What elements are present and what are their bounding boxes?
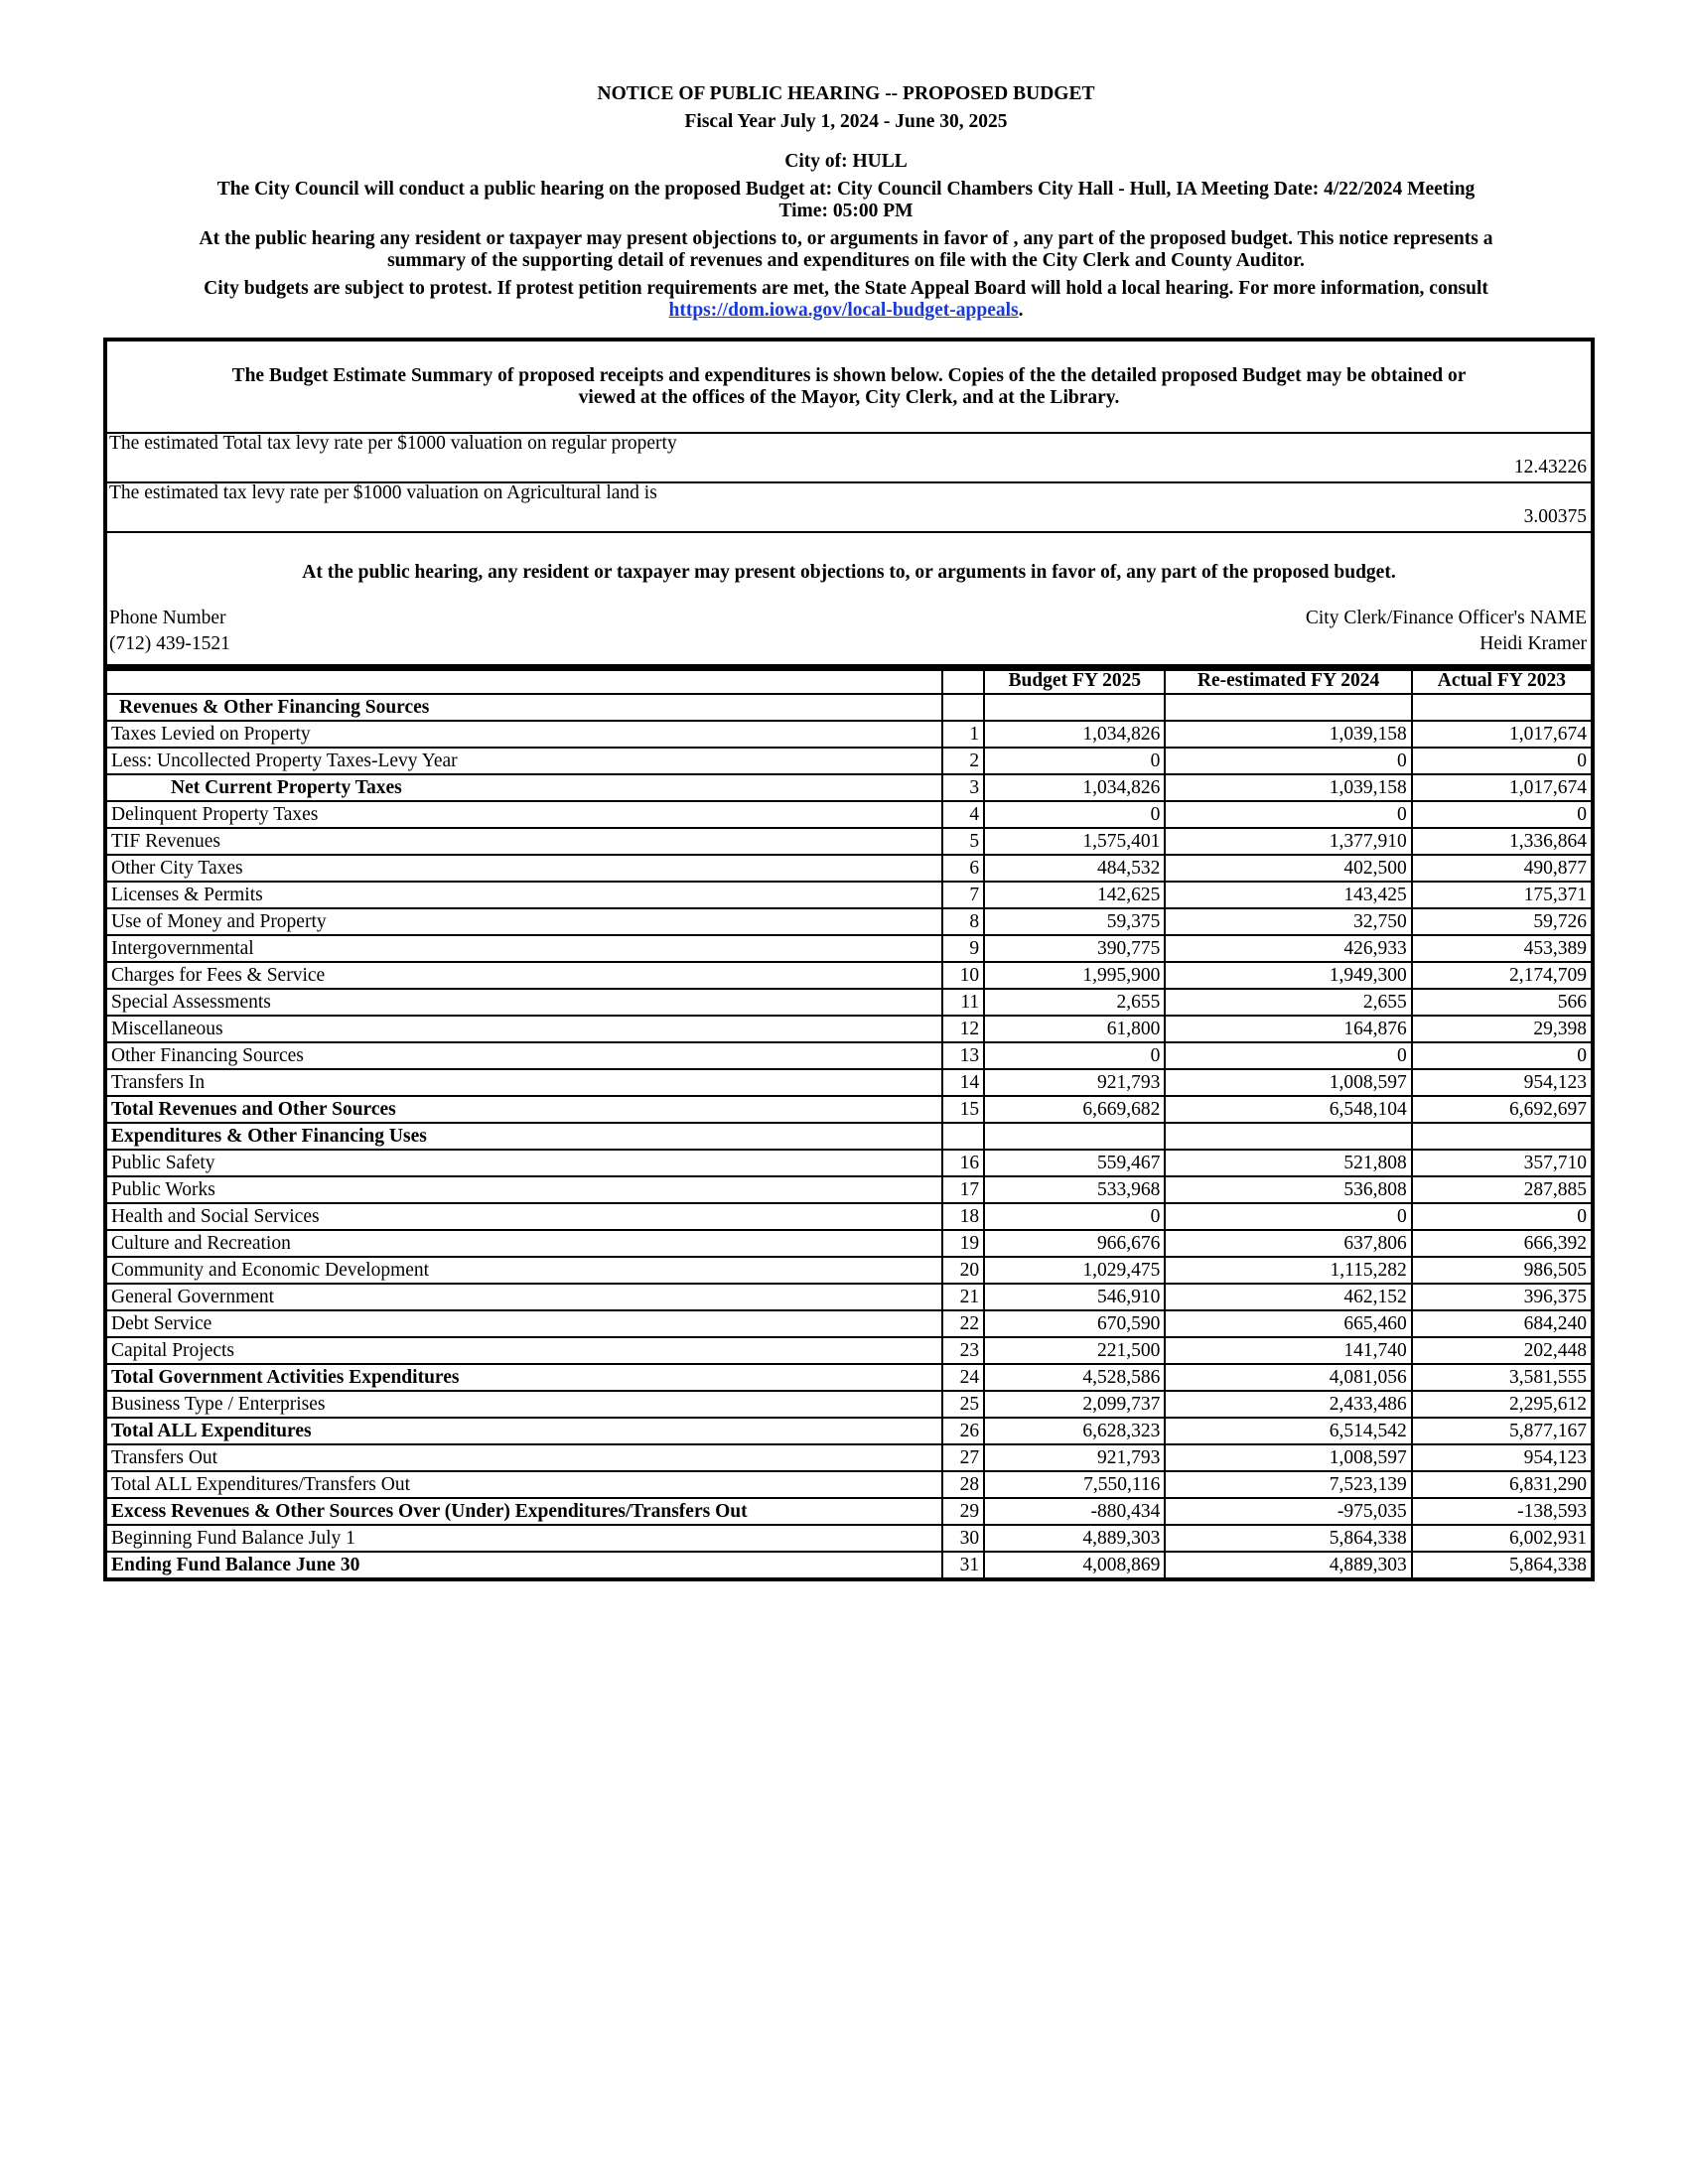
table-row bbox=[105, 1337, 1593, 1364]
row-label: Community and Economic Development bbox=[105, 1257, 942, 1284]
row-budget-fy2025: 61,800 bbox=[984, 1016, 1165, 1042]
row-reestimated-fy2024: 1,008,597 bbox=[1165, 1444, 1411, 1471]
levy-ag-label: The estimated tax levy rate per $1000 valuation on Agricultural land is bbox=[109, 482, 657, 503]
row-reestimated-fy2024: 0 bbox=[1165, 1203, 1411, 1230]
table-row bbox=[105, 1284, 1593, 1310]
row-line-number: 28 bbox=[942, 1471, 984, 1498]
row-reestimated-fy2024: 4,081,056 bbox=[1165, 1364, 1411, 1391]
row-actual-fy2023: 5,877,167 bbox=[1412, 1418, 1593, 1444]
row-reestimated-fy2024: 462,152 bbox=[1165, 1284, 1411, 1310]
table-row bbox=[105, 1123, 1593, 1150]
row-actual-fy2023: 986,505 bbox=[1412, 1257, 1593, 1284]
table-row bbox=[105, 1418, 1593, 1444]
row-budget-fy2025: 7,550,116 bbox=[984, 1471, 1165, 1498]
row-line-number: 2 bbox=[942, 748, 984, 774]
budget-appeals-link[interactable]: https://dom.iowa.gov/local-budget-appeals bbox=[668, 300, 1019, 321]
table-row bbox=[105, 721, 1593, 748]
row-label: Revenues & Other Financing Sources bbox=[105, 694, 942, 721]
row-label: TIF Revenues bbox=[105, 828, 942, 855]
clerk-block bbox=[1306, 606, 1587, 657]
row-actual-fy2023: 357,710 bbox=[1412, 1150, 1593, 1176]
row-line-number: 13 bbox=[942, 1042, 984, 1069]
row-line-number: 16 bbox=[942, 1150, 984, 1176]
protest-line-2 bbox=[103, 300, 1589, 322]
row-budget-fy2025: 6,669,682 bbox=[984, 1096, 1165, 1123]
row-budget-fy2025: 1,029,475 bbox=[984, 1257, 1165, 1284]
row-label: Total ALL Expenditures/Transfers Out bbox=[105, 1471, 942, 1498]
row-actual-fy2023: 2,174,709 bbox=[1412, 962, 1593, 989]
row-reestimated-fy2024: 1,377,910 bbox=[1165, 828, 1411, 855]
row-reestimated-fy2024: 7,523,139 bbox=[1165, 1471, 1411, 1498]
row-actual-fy2023: 287,885 bbox=[1412, 1176, 1593, 1203]
row-label: Transfers In bbox=[105, 1069, 942, 1096]
table-row bbox=[105, 1150, 1593, 1176]
row-line-number bbox=[942, 694, 984, 721]
row-label: Ending Fund Balance June 30 bbox=[105, 1552, 942, 1579]
row-actual-fy2023: 0 bbox=[1412, 1203, 1593, 1230]
hearing-objection-text: At the public hearing, any resident or taxpayer may present objections to, or arguments in favor of, any part of the proposed budget. bbox=[302, 562, 1396, 583]
row-line-number bbox=[942, 1123, 984, 1150]
objection-notice-line-1: At the public hearing any resident or taxpayer may present objections to, or arguments in favor of , any part of the proposed budget. This notice represents a bbox=[199, 228, 1493, 249]
row-budget-fy2025: 0 bbox=[984, 748, 1165, 774]
row-budget-fy2025: 2,655 bbox=[984, 989, 1165, 1016]
row-reestimated-fy2024: 2,433,486 bbox=[1165, 1391, 1411, 1418]
row-actual-fy2023: 0 bbox=[1412, 1042, 1593, 1069]
row-budget-fy2025: 142,625 bbox=[984, 882, 1165, 908]
row-line-number: 9 bbox=[942, 935, 984, 962]
row-budget-fy2025: 921,793 bbox=[984, 1069, 1165, 1096]
levy-ag-value: 3.00375 bbox=[1523, 506, 1587, 527]
row-actual-fy2023: 1,336,864 bbox=[1412, 828, 1593, 855]
row-budget-fy2025: 1,034,826 bbox=[984, 721, 1165, 748]
row-actual-fy2023: 566 bbox=[1412, 989, 1593, 1016]
row-label: Expenditures & Other Financing Uses bbox=[105, 1123, 942, 1150]
row-actual-fy2023: 202,448 bbox=[1412, 1337, 1593, 1364]
table-row bbox=[105, 774, 1593, 801]
row-actual-fy2023 bbox=[1412, 1123, 1593, 1150]
row-line-number: 24 bbox=[942, 1364, 984, 1391]
row-line-number: 5 bbox=[942, 828, 984, 855]
row-budget-fy2025: 390,775 bbox=[984, 935, 1165, 962]
column-header-reestimated-fy2024: Re-estimated FY 2024 bbox=[1165, 666, 1411, 694]
table-row bbox=[105, 908, 1593, 935]
row-line-number: 20 bbox=[942, 1257, 984, 1284]
row-budget-fy2025: 484,532 bbox=[984, 855, 1165, 882]
row-budget-fy2025: 1,575,401 bbox=[984, 828, 1165, 855]
row-budget-fy2025: 221,500 bbox=[984, 1337, 1165, 1364]
table-row bbox=[105, 855, 1593, 882]
row-budget-fy2025: 0 bbox=[984, 1203, 1165, 1230]
table-row bbox=[105, 1444, 1593, 1471]
row-line-number: 31 bbox=[942, 1552, 984, 1579]
table-row bbox=[105, 1016, 1593, 1042]
levy-regular-value: 12.43226 bbox=[1513, 457, 1587, 478]
table-row bbox=[105, 989, 1593, 1016]
row-reestimated-fy2024 bbox=[1165, 694, 1411, 721]
row-actual-fy2023: 2,295,612 bbox=[1412, 1391, 1593, 1418]
table-row bbox=[105, 935, 1593, 962]
row-actual-fy2023: 1,017,674 bbox=[1412, 774, 1593, 801]
row-label: Charges for Fees & Service bbox=[105, 962, 942, 989]
row-label: Excess Revenues & Other Sources Over (Under) Expenditures/Transfers Out bbox=[105, 1498, 942, 1525]
row-reestimated-fy2024: 6,514,542 bbox=[1165, 1418, 1411, 1444]
row-label: Culture and Recreation bbox=[105, 1230, 942, 1257]
row-line-number: 17 bbox=[942, 1176, 984, 1203]
row-reestimated-fy2024: 521,808 bbox=[1165, 1150, 1411, 1176]
table-row bbox=[105, 1391, 1593, 1418]
row-reestimated-fy2024: 1,039,158 bbox=[1165, 721, 1411, 748]
row-budget-fy2025: 2,099,737 bbox=[984, 1391, 1165, 1418]
protest-period: . bbox=[1018, 300, 1024, 321]
protest-line-1: City budgets are subject to protest. If protest petition requirements are met, the State Appeal Board will hold a local hearing. For more information, consult bbox=[204, 278, 1488, 299]
table-row bbox=[105, 1498, 1593, 1525]
row-line-number: 10 bbox=[942, 962, 984, 989]
row-line-number: 25 bbox=[942, 1391, 984, 1418]
row-actual-fy2023: 396,375 bbox=[1412, 1284, 1593, 1310]
table-row bbox=[105, 1257, 1593, 1284]
phone-number: (712) 439-1521 bbox=[109, 633, 230, 654]
row-actual-fy2023: 59,726 bbox=[1412, 908, 1593, 935]
row-label: Intergovernmental bbox=[105, 935, 942, 962]
table-row bbox=[105, 801, 1593, 828]
clerk-label: City Clerk/Finance Officer's NAME bbox=[1305, 608, 1587, 628]
row-actual-fy2023: 6,002,931 bbox=[1412, 1525, 1593, 1552]
row-budget-fy2025 bbox=[984, 694, 1165, 721]
row-budget-fy2025 bbox=[984, 1123, 1165, 1150]
table-row bbox=[105, 1042, 1593, 1069]
summary-intro-line-2: viewed at the offices of the Mayor, City Clerk, and at the Library. bbox=[578, 387, 1120, 408]
row-reestimated-fy2024: 5,864,338 bbox=[1165, 1525, 1411, 1552]
row-reestimated-fy2024: 143,425 bbox=[1165, 882, 1411, 908]
row-actual-fy2023: 954,123 bbox=[1412, 1444, 1593, 1471]
table-row bbox=[105, 1310, 1593, 1337]
table-row bbox=[105, 1203, 1593, 1230]
row-actual-fy2023: 0 bbox=[1412, 801, 1593, 828]
row-budget-fy2025: 4,528,586 bbox=[984, 1364, 1165, 1391]
row-line-number: 14 bbox=[942, 1069, 984, 1096]
hearing-line-2: Time: 05:00 PM bbox=[778, 201, 914, 221]
row-actual-fy2023: 0 bbox=[1412, 748, 1593, 774]
row-label: Total ALL Expenditures bbox=[105, 1418, 942, 1444]
objection-notice-line-2: summary of the supporting detail of revenues and expenditures on file with the City Clerk and County Auditor. bbox=[387, 250, 1305, 271]
row-reestimated-fy2024: 0 bbox=[1165, 748, 1411, 774]
row-reestimated-fy2024: -975,035 bbox=[1165, 1498, 1411, 1525]
row-label: Capital Projects bbox=[105, 1337, 942, 1364]
row-label: Miscellaneous bbox=[105, 1016, 942, 1042]
phone-label: Phone Number bbox=[109, 608, 226, 628]
row-reestimated-fy2024: 2,655 bbox=[1165, 989, 1411, 1016]
row-actual-fy2023: 6,692,697 bbox=[1412, 1096, 1593, 1123]
table-row bbox=[105, 748, 1593, 774]
row-line-number: 21 bbox=[942, 1284, 984, 1310]
row-actual-fy2023: 666,392 bbox=[1412, 1230, 1593, 1257]
row-budget-fy2025: 1,995,900 bbox=[984, 962, 1165, 989]
row-label: Health and Social Services bbox=[105, 1203, 942, 1230]
table-row bbox=[105, 1525, 1593, 1552]
row-line-number: 3 bbox=[942, 774, 984, 801]
phone-block bbox=[109, 606, 230, 657]
row-reestimated-fy2024: 1,008,597 bbox=[1165, 1069, 1411, 1096]
row-actual-fy2023: 954,123 bbox=[1412, 1069, 1593, 1096]
row-line-number: 1 bbox=[942, 721, 984, 748]
row-budget-fy2025: 966,676 bbox=[984, 1230, 1165, 1257]
row-budget-fy2025: 921,793 bbox=[984, 1444, 1165, 1471]
row-actual-fy2023: -138,593 bbox=[1412, 1498, 1593, 1525]
row-label: Use of Money and Property bbox=[105, 908, 942, 935]
row-label: General Government bbox=[105, 1284, 942, 1310]
row-reestimated-fy2024: 536,808 bbox=[1165, 1176, 1411, 1203]
budget-table bbox=[103, 664, 1595, 1581]
row-line-number: 12 bbox=[942, 1016, 984, 1042]
row-line-number: 22 bbox=[942, 1310, 984, 1337]
table-row bbox=[105, 1471, 1593, 1498]
row-reestimated-fy2024: 1,115,282 bbox=[1165, 1257, 1411, 1284]
row-reestimated-fy2024: 1,949,300 bbox=[1165, 962, 1411, 989]
table-row bbox=[105, 1364, 1593, 1391]
row-line-number: 8 bbox=[942, 908, 984, 935]
row-budget-fy2025: 0 bbox=[984, 1042, 1165, 1069]
row-reestimated-fy2024: 426,933 bbox=[1165, 935, 1411, 962]
row-reestimated-fy2024: 6,548,104 bbox=[1165, 1096, 1411, 1123]
row-label: Less: Uncollected Property Taxes-Levy Year bbox=[105, 748, 942, 774]
table-row bbox=[105, 1230, 1593, 1257]
row-budget-fy2025: 4,889,303 bbox=[984, 1525, 1165, 1552]
row-line-number: 6 bbox=[942, 855, 984, 882]
row-line-number: 29 bbox=[942, 1498, 984, 1525]
row-reestimated-fy2024 bbox=[1165, 1123, 1411, 1150]
row-line-number: 19 bbox=[942, 1230, 984, 1257]
row-label: Total Revenues and Other Sources bbox=[105, 1096, 942, 1123]
row-budget-fy2025: -880,434 bbox=[984, 1498, 1165, 1525]
divider bbox=[107, 531, 1591, 533]
table-header-row bbox=[105, 666, 1593, 694]
table-row bbox=[105, 1069, 1593, 1096]
row-line-number: 7 bbox=[942, 882, 984, 908]
row-reestimated-fy2024: 637,806 bbox=[1165, 1230, 1411, 1257]
row-reestimated-fy2024: 665,460 bbox=[1165, 1310, 1411, 1337]
row-actual-fy2023: 490,877 bbox=[1412, 855, 1593, 882]
row-line-number: 23 bbox=[942, 1337, 984, 1364]
row-budget-fy2025: 559,467 bbox=[984, 1150, 1165, 1176]
city-name: City of: HULL bbox=[784, 151, 908, 172]
column-header-actual-fy2023: Actual FY 2023 bbox=[1412, 666, 1593, 694]
row-label: Special Assessments bbox=[105, 989, 942, 1016]
row-reestimated-fy2024: 141,740 bbox=[1165, 1337, 1411, 1364]
row-budget-fy2025: 6,628,323 bbox=[984, 1418, 1165, 1444]
table-row bbox=[105, 694, 1593, 721]
row-label: Business Type / Enterprises bbox=[105, 1391, 942, 1418]
row-budget-fy2025: 670,590 bbox=[984, 1310, 1165, 1337]
column-header-line bbox=[942, 666, 984, 694]
row-reestimated-fy2024: 0 bbox=[1165, 1042, 1411, 1069]
row-reestimated-fy2024: 0 bbox=[1165, 801, 1411, 828]
row-reestimated-fy2024: 1,039,158 bbox=[1165, 774, 1411, 801]
row-label: Net Current Property Taxes bbox=[105, 774, 942, 801]
table-row bbox=[105, 882, 1593, 908]
row-label: Public Works bbox=[105, 1176, 942, 1203]
row-line-number: 11 bbox=[942, 989, 984, 1016]
row-budget-fy2025: 4,008,869 bbox=[984, 1552, 1165, 1579]
column-header-label bbox=[105, 666, 942, 694]
budget-table-body bbox=[105, 694, 1593, 1579]
row-actual-fy2023: 175,371 bbox=[1412, 882, 1593, 908]
row-label: Delinquent Property Taxes bbox=[105, 801, 942, 828]
row-label: Total Government Activities Expenditures bbox=[105, 1364, 942, 1391]
table-row bbox=[105, 962, 1593, 989]
table-row bbox=[105, 1096, 1593, 1123]
row-actual-fy2023: 684,240 bbox=[1412, 1310, 1593, 1337]
row-line-number: 26 bbox=[942, 1418, 984, 1444]
row-budget-fy2025: 546,910 bbox=[984, 1284, 1165, 1310]
row-budget-fy2025: 533,968 bbox=[984, 1176, 1165, 1203]
summary-intro-line-1: The Budget Estimate Summary of proposed receipts and expenditures is shown below. Copies of the the detailed proposed Budget may be obtained or bbox=[231, 365, 1467, 386]
row-actual-fy2023: 5,864,338 bbox=[1412, 1552, 1593, 1579]
row-reestimated-fy2024: 164,876 bbox=[1165, 1016, 1411, 1042]
row-line-number: 18 bbox=[942, 1203, 984, 1230]
row-label: Other Financing Sources bbox=[105, 1042, 942, 1069]
table-row bbox=[105, 1176, 1593, 1203]
notice-title: NOTICE OF PUBLIC HEARING -- PROPOSED BUDGET bbox=[597, 83, 1095, 104]
summary-intro bbox=[147, 365, 1551, 409]
row-actual-fy2023: 3,581,555 bbox=[1412, 1364, 1593, 1391]
row-line-number: 27 bbox=[942, 1444, 984, 1471]
row-actual-fy2023 bbox=[1412, 694, 1593, 721]
hearing-line-1: The City Council will conduct a public hearing on the proposed Budget at: City Council Chambers City Hall - Hull, IA Meeting Date: 4/22/2024 Meeting bbox=[216, 179, 1476, 200]
row-reestimated-fy2024: 402,500 bbox=[1165, 855, 1411, 882]
row-reestimated-fy2024: 32,750 bbox=[1165, 908, 1411, 935]
row-actual-fy2023: 1,017,674 bbox=[1412, 721, 1593, 748]
table-row bbox=[105, 1552, 1593, 1579]
budget-summary-box bbox=[103, 338, 1595, 671]
row-actual-fy2023: 29,398 bbox=[1412, 1016, 1593, 1042]
column-header-budget-fy2025: Budget FY 2025 bbox=[984, 666, 1165, 694]
levy-regular-label: The estimated Total tax levy rate per $1000 valuation on regular property bbox=[109, 433, 677, 454]
row-actual-fy2023: 453,389 bbox=[1412, 935, 1593, 962]
row-label: Taxes Levied on Property bbox=[105, 721, 942, 748]
row-label: Licenses & Permits bbox=[105, 882, 942, 908]
table-row bbox=[105, 828, 1593, 855]
fiscal-year: Fiscal Year July 1, 2024 - June 30, 2025 bbox=[684, 111, 1008, 132]
row-line-number: 4 bbox=[942, 801, 984, 828]
row-label: Public Safety bbox=[105, 1150, 942, 1176]
row-label: Transfers Out bbox=[105, 1444, 942, 1471]
row-label: Other City Taxes bbox=[105, 855, 942, 882]
row-budget-fy2025: 59,375 bbox=[984, 908, 1165, 935]
row-reestimated-fy2024: 4,889,303 bbox=[1165, 1552, 1411, 1579]
clerk-name: Heidi Kramer bbox=[1479, 633, 1587, 654]
row-line-number: 30 bbox=[942, 1525, 984, 1552]
row-label: Beginning Fund Balance July 1 bbox=[105, 1525, 942, 1552]
row-budget-fy2025: 1,034,826 bbox=[984, 774, 1165, 801]
row-budget-fy2025: 0 bbox=[984, 801, 1165, 828]
row-actual-fy2023: 6,831,290 bbox=[1412, 1471, 1593, 1498]
row-label: Debt Service bbox=[105, 1310, 942, 1337]
row-line-number: 15 bbox=[942, 1096, 984, 1123]
